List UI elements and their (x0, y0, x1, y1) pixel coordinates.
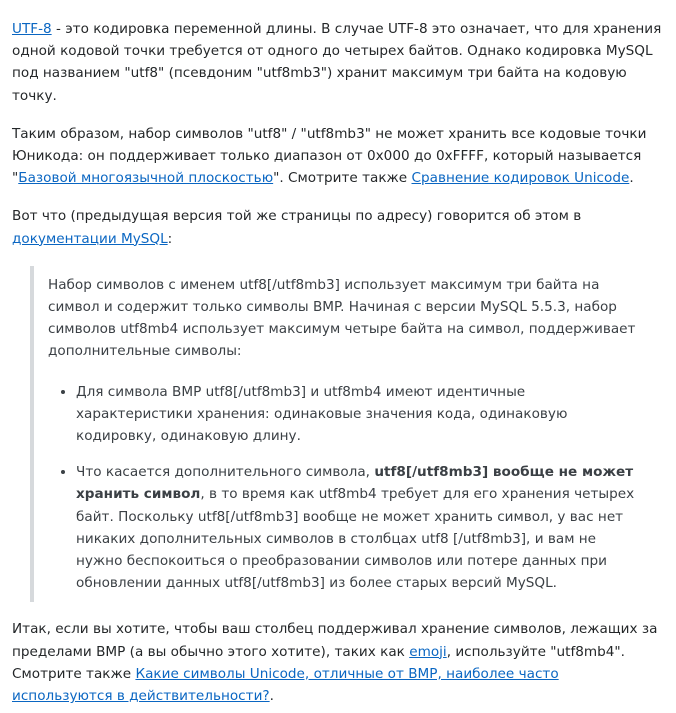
quote-list (48, 381, 644, 595)
list-item (76, 461, 644, 594)
paragraph-text: Итак, если вы хотите, чтобы ваш столбец поддерживал хранение символов, лежащих за пределами BMP (а вы обычно этого хотите), таких как (12, 621, 658, 660)
paragraph-utf8-intro (12, 18, 662, 107)
paragraph-text: Таким образом, набор символов "utf8" / "utf8mb3" не может хранить все кодовые точки Юникода: он поддерживает только диапазон от 0x000 до 0xFFFF, который называется " (12, 125, 647, 187)
link-utf8[interactable]: UTF-8 (12, 21, 52, 37)
link-mysql-docs[interactable]: документации MySQL (12, 230, 168, 247)
link-bmp[interactable]: Базовой многоязычной плоскостью (18, 170, 274, 187)
paragraph-text: - это кодировка переменной длины. В случае UTF-8 это означает, что для хранения одной кодовой точки требуется от одного до четырех байтов. Однако кодировка MySQL под названием "utf8" (псевдоним "utf8mb3") хранит максимум три байта на кодовую точку. (12, 21, 662, 104)
paragraph-text: . (629, 170, 634, 187)
list-item-text: Что касается дополнительного символа, (76, 464, 375, 481)
paragraph-charset-limits (12, 123, 662, 190)
link-emoji[interactable]: emoji (409, 643, 447, 660)
paragraph-conclusion (12, 618, 662, 707)
link-non-bmp-question[interactable]: Какие символы Unicode, отличные от BMP, наиболее часто используются в действительности? (12, 665, 559, 705)
paragraph-text: : (167, 230, 173, 247)
paragraph-text: . (269, 688, 274, 705)
blockquote (30, 266, 662, 603)
list-item-bold: utf8[/utf8mb3] вообще не может хранить символ (76, 464, 634, 503)
paragraph-text: ". Смотрите также (273, 170, 412, 187)
list-item-text: , в то время как utf8mb4 требует для его хранения четырех байт. Поскольку utf8[/utf8mb3] вообще не может хранить символ, у вас нет никаких дополнительных символов в столбцах utf8 [/utf8mb3], и вам не нужно беспокоиться о преобразовании символов или потере данных при обновлении данных utf8[/utf8mb3] из более старых версий MySQL. (76, 486, 635, 592)
paragraph-text: Вот что (предыдущая версия той же страницы по адресу) говорится об этом в (12, 208, 582, 225)
paragraph-docs-intro (12, 205, 662, 249)
paragraph-text: , используйте "utf8mb4". Смотрите также (12, 643, 625, 682)
link-unicode-comparison[interactable]: Сравнение кодировок Unicode (411, 170, 630, 187)
list-item: • Для символа BMP utf8[/utf8mb3] и utf8mb4 имеют идентичные характеристики хранения: одинаковые значения кода, одинаковую кодировку, одинаковую длину. (76, 381, 644, 448)
quote-intro: Набор символов с именем utf8[/utf8mb3] использует максимум три байта на символ и содержит только символы BMP. Начиная с версии MySQL 5.5.3, набор символов utf8mb4 использует максимум четыре байта на символ, поддерживает дополнительные символы: (48, 276, 636, 360)
